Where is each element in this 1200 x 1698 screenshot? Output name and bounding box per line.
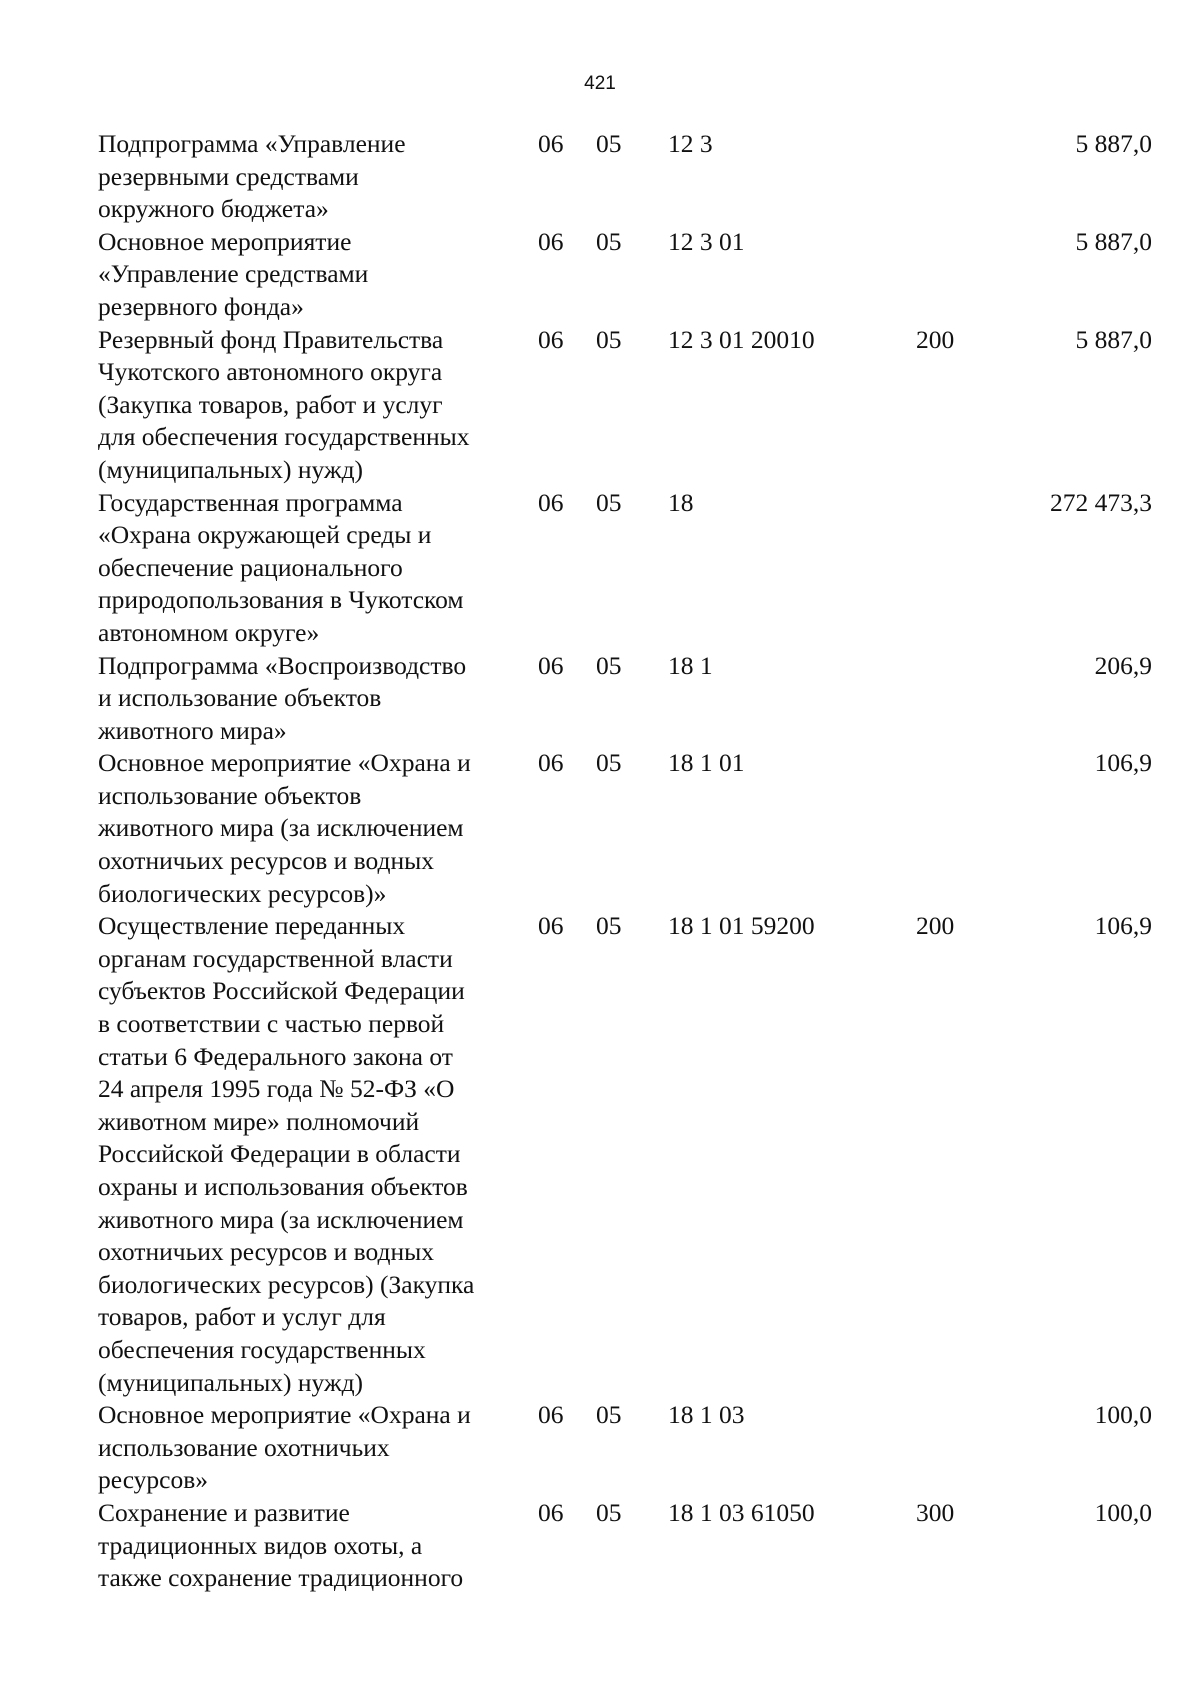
row-name-line: биологических ресурсов) (Закупка [98,1269,475,1299]
row-name-line: Основное мероприятие [98,226,352,256]
row-name-line: Осуществление переданных [98,911,406,941]
section-code: 06 [538,911,564,941]
row-name [98,650,538,748]
subsection-code: 05 [596,324,622,354]
row-name-line: для обеспечения государственных [98,422,470,452]
table-row [98,650,1152,748]
target-article-code: 18 1 01 [668,748,745,778]
expense-type-code: 200 [916,911,955,941]
target-article-code: 18 1 01 59200 [668,911,815,941]
amount: 206,9 [1094,650,1152,680]
row-name-line: Российской Федерации в области [98,1139,461,1169]
row-name-line: использование охотничьих [98,1432,390,1462]
target-article-code: 18 1 03 [668,1400,745,1430]
subsection-code: 05 [596,748,622,778]
table-row [98,324,1152,487]
subsection-code: 05 [596,129,622,158]
table-row [98,747,1152,910]
row-name [98,324,538,487]
row-name-line: Чукотского автономного округа [98,357,443,387]
row-name-line: обеспечение рационального [98,552,403,582]
table-row [98,128,1152,226]
page-number: 421 [584,73,616,94]
section-code: 06 [538,226,564,256]
target-article-code: 18 1 03 61050 [668,1497,815,1527]
row-name-line: резервными средствами [98,161,359,191]
row-name-line: окружного бюджета» [98,194,329,224]
row-name-line: резервного фонда» [98,291,304,321]
row-name-line: Основное мероприятие «Охрана и [98,1400,471,1430]
section-code: 06 [538,1497,564,1527]
row-name-line: животном мире» полномочий [98,1106,420,1136]
amount: 106,9 [1094,748,1152,778]
amount: 106,9 [1094,911,1152,941]
subsection-code: 05 [596,1497,622,1527]
row-name-line: охотничьих ресурсов и водных [98,1237,435,1267]
row-name-line: и использование объектов [98,683,382,713]
row-name-line: (муниципальных) нужд) [98,454,364,484]
subsection-code: 05 [596,1400,622,1430]
expense-type-code: 200 [916,324,955,354]
row-name-line: обеспечения государственных [98,1334,426,1364]
subsection-code: 05 [596,911,622,941]
row-name-line: использование объектов [98,780,362,810]
amount: 100,0 [1094,1497,1152,1527]
row-name-line: также сохранение традиционного [98,1563,464,1593]
section-code: 06 [538,650,564,680]
target-article-code: 18 1 [668,650,713,680]
subsection-code: 05 [596,650,622,680]
row-name-line: «Охрана окружающей среды и [98,520,432,550]
row-name-line: в соответствии с частью первой [98,1009,445,1039]
row-name-line: автономном округе» [98,617,320,647]
amount: 5 887,0 [1075,324,1152,354]
row-name-line: (муниципальных) нужд) [98,1367,364,1397]
row-name-line: 24 апреля 1995 года № 52-ФЗ «О [98,1074,455,1104]
target-article-code: 18 [668,487,694,517]
amount: 272 473,3 [1050,487,1152,517]
row-name-line: Основное мероприятие «Охрана и [98,748,471,778]
subsection-code: 05 [596,226,622,256]
target-article-code: 12 3 [668,129,713,158]
target-article-code: 12 3 01 [668,226,745,256]
row-name [98,910,538,1399]
section-code: 06 [538,324,564,354]
row-name-line: животного мира (за исключением [98,813,464,843]
row-name-line: субъектов Российской Федерации [98,976,465,1006]
row-name-line: органам государственной власти [98,943,453,973]
row-name [98,487,538,650]
row-name-line: охраны и использования объектов [98,1172,468,1201]
table-row [98,226,1152,324]
table-row [98,910,1152,1399]
subsection-code: 05 [596,487,622,517]
row-name-line: Резервный фонд Правительства [98,324,444,354]
row-name-line: «Управление средствами [98,259,369,289]
row-name [98,1399,538,1497]
section-code: 06 [538,487,564,517]
section-code: 06 [538,748,564,778]
row-name [98,1497,538,1595]
row-name-line: Государственная программа [98,487,403,517]
amount: 100,0 [1094,1400,1152,1430]
row-name-line: биологических ресурсов)» [98,878,387,908]
row-name-line: ресурсов» [98,1465,209,1495]
table-row [98,1497,1152,1595]
expense-type-code: 300 [916,1497,955,1527]
amount: 5 887,0 [1075,226,1152,256]
row-name-line: Сохранение и развитие [98,1497,350,1527]
row-name-line: природопользования в Чукотском [98,585,464,615]
row-name [98,226,538,324]
row-name-line: традиционных видов охоты, а [98,1530,423,1560]
budget-table [98,128,1152,1595]
section-code: 06 [538,129,564,158]
target-article-code: 12 3 01 20010 [668,324,815,354]
row-name-line: животного мира» [98,715,287,745]
row-name-line: животного мира (за исключением [98,1204,464,1234]
row-name-line: Подпрограмма «Управление [98,129,406,158]
row-name-line: (Закупка товаров, работ и услуг [98,389,443,419]
section-code: 06 [538,1400,564,1430]
row-name [98,747,538,910]
row-name-line: охотничьих ресурсов и водных [98,846,435,876]
row-name [98,128,538,226]
amount: 5 887,0 [1075,129,1152,158]
table-row [98,487,1152,650]
table-row [98,1399,1152,1497]
row-name-line: статьи 6 Федерального закона от [98,1041,453,1071]
row-name-line: Подпрограмма «Воспроизводство [98,650,467,680]
row-name-line: товаров, работ и услуг для [98,1302,386,1332]
